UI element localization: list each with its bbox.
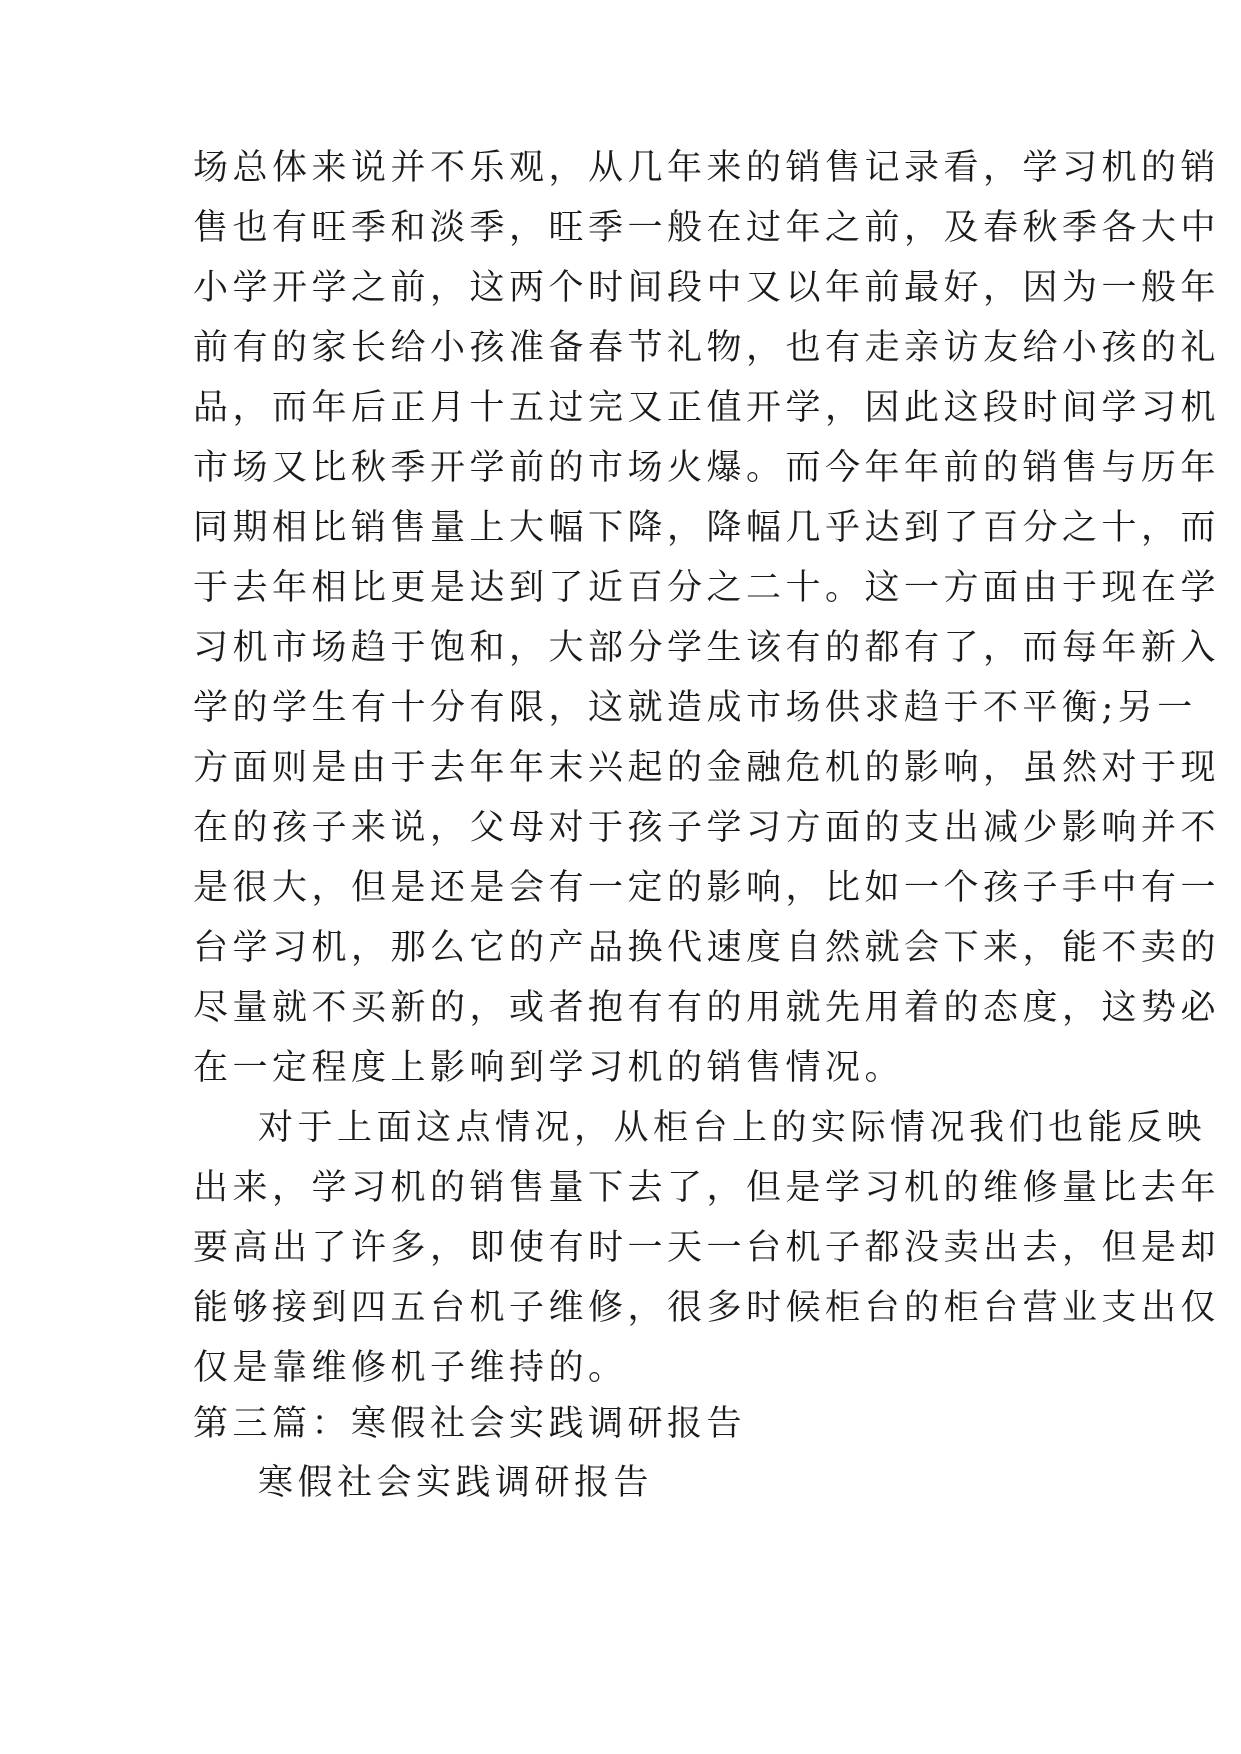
paragraph-line: 方面则是由于去年年末兴起的金融危机的影响，虽然对于现 [193, 748, 1221, 788]
paragraph-line: 能够接到四五台机子维修，很多时候柜台的柜台营业支出仅 [193, 1288, 1221, 1328]
paragraph-line: 对于上面这点情况，从柜台上的实际情况我们也能反映 [258, 1108, 1207, 1148]
paragraph-line: 尽量就不买新的，或者抱有有的用就先用着的态度，这势必 [193, 988, 1221, 1028]
paragraph-line: 前有的家长给小孩准备春节礼物，也有走亲访友给小孩的礼 [193, 328, 1221, 368]
paragraph-line: 同期相比销售量上大幅下降，降幅几乎达到了百分之十，而 [193, 508, 1221, 548]
paragraph-line: 学的学生有十分有限，这就造成市场供求趋于不平衡;另一 [193, 688, 1197, 728]
paragraph-line: 仅是靠维修机子维持的。 [193, 1348, 628, 1388]
paragraph-line: 要高出了许多，即使有时一天一台机子都没卖出去，但是却 [193, 1228, 1221, 1268]
paragraph-line: 品，而年后正月十五过完又正值开学，因此这段时间学习机 [193, 388, 1221, 428]
paragraph-line: 售也有旺季和淡季，旺季一般在过年之前，及春秋季各大中 [193, 208, 1221, 248]
paragraph-line: 在的孩子来说，父母对于孩子学习方面的支出减少影响并不 [193, 808, 1221, 848]
paragraph-line: 在一定程度上影响到学习机的销售情况。 [193, 1048, 905, 1088]
paragraph-line: 台学习机，那么它的产品换代速度自然就会下来，能不卖的 [193, 928, 1221, 968]
paragraph-line: 出来，学习机的销售量下去了，但是学习机的维修量比去年 [193, 1168, 1221, 1208]
paragraph-line: 于去年相比更是达到了近百分之二十。这一方面由于现在学 [193, 568, 1221, 608]
paragraph-line: 市场又比秋季开学前的市场火爆。而今年年前的销售与历年 [193, 448, 1221, 488]
paragraph-line: 场总体来说并不乐观，从几年来的销售记录看，学习机的销 [193, 148, 1221, 188]
paragraph-line: 小学开学之前，这两个时间段中又以年前最好，因为一般年 [193, 268, 1221, 308]
paragraph-line: 习机市场趋于饱和，大部分学生该有的都有了，而每年新入 [193, 628, 1221, 668]
section-heading: 第三篇：寒假社会实践调研报告 [193, 1404, 747, 1444]
report-title: 寒假社会实践调研报告 [258, 1463, 654, 1503]
paragraph-line: 是很大，但是还是会有一定的影响，比如一个孩子手中有一 [193, 868, 1221, 908]
